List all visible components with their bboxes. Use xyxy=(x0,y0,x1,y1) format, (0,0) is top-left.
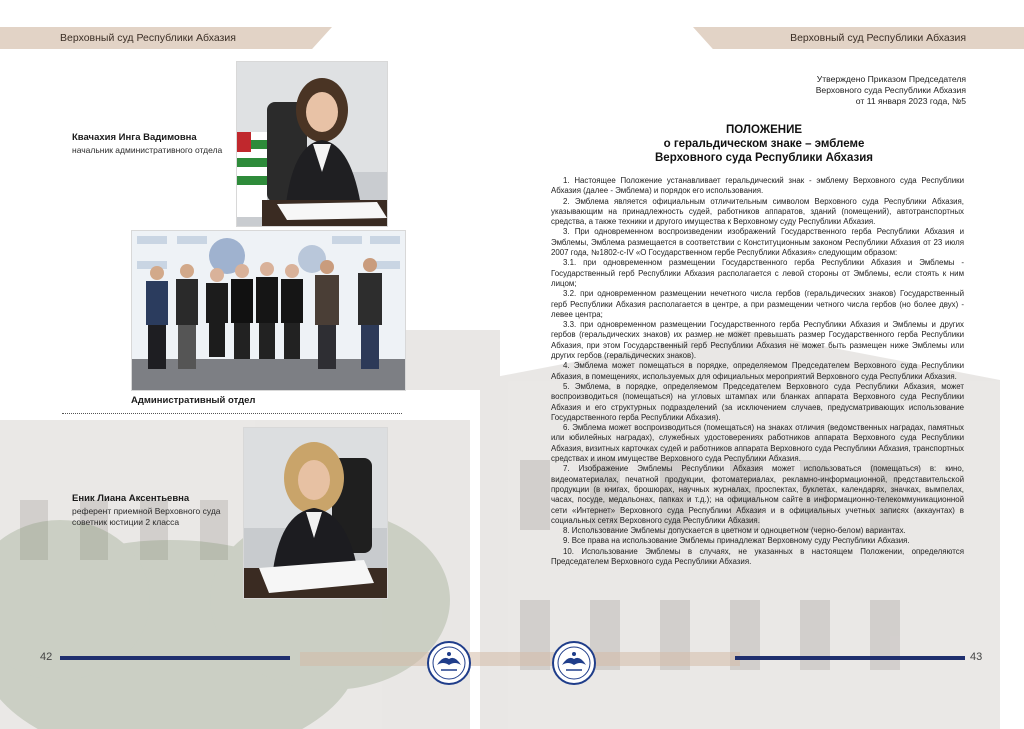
page-number-right: 43 xyxy=(970,651,983,663)
person2-role-line1: референт приемной Верховного суда xyxy=(72,506,221,516)
footer-line-left xyxy=(60,656,290,660)
page-number-left: 42 xyxy=(40,651,53,663)
paragraph: 5. Эмблема, в порядке, определяемом Председателем Верховного суда Республики Абхазия, может воспроизводиться (помещаться) на угловых штампах или бланках аппарата Верховного суда Республики Абхазия и его структурных подразделений (за исключением случаев, предусматривающих использование Государственного герба Республики Абхазия). xyxy=(551,381,964,422)
paragraph: 7. Изображение Эмблемы Республики Абхазия может использоваться (помещаться) в: кино, видеоматериалах, печатной продукции, фотоматериалах, рекламно-информационной, представительской продукции (в книгах, брошюрах, научных журналах, проспектах, буклетах, календарях, значках, вымпелах, часах, посуде, медальонах, папках и т.д.); на официальном сайте в информационно-телекоммуникационной сети «Интернет» Верховного суда Республики Абхазия и в официальных учетных записях (аккаунтах) в социальных сетях Верховного суда Республики Абхазия. xyxy=(551,464,964,525)
document-title-line-3: Верховного суда Республики Абхазия xyxy=(655,152,873,164)
footer-band xyxy=(300,652,740,666)
paragraph: 1. Настоящее Положение устанавливает геральдический знак - эмблему Верховного суда Республики Абхазия (далее - Эмблема) и порядок его использования. xyxy=(551,176,964,196)
paragraph: 6. Эмблема может воспроизводиться (помещаться) на знаках отличия (ведомственных наградах, памятных или юбилейных наградах), служебных удостоверениях работников аппарата Верховного суда Республики Абхазия, визитных карточках судей и работников аппарата Верховного суда Республики Абхазия, транспортных средствах и ином имуществе Верховного суда Республики Абхазия. xyxy=(551,423,964,464)
person2-role-line2: советник юстиции 2 класса xyxy=(72,517,180,527)
group-photo-caption: Административный отдел xyxy=(131,395,256,406)
court-emblem-icon xyxy=(552,641,596,685)
paragraph: 8. Использование Эмблемы допускается в цветном и одноцветном (черно-белом) вариантах. xyxy=(563,526,906,536)
paragraph: 3.3. при одновременном размещении Государственного герба Республики Абхазия и Эмблемы и других гербов (геральдических знаков) их размер не может превышать размер Государственного герба Республики Абхазия, при этом Государственный герб Республики Абхазия не может быть размещен ниже Эмблемы или других гербов (геральдических знаков). xyxy=(551,320,964,361)
approval-line-1: Утверждено Приказом Председателя xyxy=(816,74,966,84)
document-title-line-2: о геральдическом знаке – эмблеме xyxy=(663,138,865,150)
paragraph: 3.1. при одновременном размещении Государственного герба Республики Абхазия и Эмблемы - Государственный герб Республики Абхазия располагается с левой стороны от Эмблемы, если стоять к ним лицом; xyxy=(551,258,964,288)
document-title xyxy=(564,123,964,165)
paragraph: 4. Эмблема может помещаться в порядке, определяемом Председателем Верховного суда Республики Абхазия, в помещениях, используемых для официальных мероприятий Верховного суда Республики Абхазия. xyxy=(551,361,964,381)
portrait-photo-reception-referent xyxy=(243,427,388,599)
document-title-line-1: ПОЛОЖЕНИЕ xyxy=(725,124,803,136)
court-emblem-icon xyxy=(427,641,471,685)
person1-role: начальник административного отдела xyxy=(72,145,223,155)
approval-line-3: от 11 января 2023 года, №5 xyxy=(855,96,966,106)
group-photo-administrative-department xyxy=(131,230,406,391)
paragraph: 3. При одновременном воспроизведении изображений Государственного герба Республики Абхазия и Эмблемы, Эмблема размещается в соответствии с Конституционным законом Республики Абхазия от 23 июля 2007 года, №1802-с-IV «О Государственном гербе Республики Абхазия» следующим образом: xyxy=(551,227,964,258)
paragraph: 10. Использование Эмблемы в случаях, не указанных в настоящем Положении, определяются Председателем Верховного суда Республики Абхазия. xyxy=(551,546,964,566)
paragraph: 3.2. при одновременном размещении нечетного числа гербов (геральдических знаков) Государственный герб Республики Абхазия располагается в центре, а при размещении четного числа гербов (но более двух) - левее центра; xyxy=(551,289,964,319)
regulation-body xyxy=(551,176,964,567)
dotted-divider xyxy=(62,413,402,414)
approval-note xyxy=(816,74,966,107)
paragraph: 9. Все права на использование Эмблемы принадлежат Верховному суду Республики Абхазия. xyxy=(563,536,910,546)
paragraph: 2. Эмблема является официальным отличительным символом Верховного суда Республики Абхазия, указывающим на принадлежность судей, работников аппаратов, зданий (помещений), автотранспортных средства, а также техники и другого имущества к Верховному суду Республики Абхазия. xyxy=(551,196,964,227)
footer-line-right xyxy=(735,656,965,660)
approval-line-2: Верховного суда Республики Абхазия xyxy=(815,85,966,95)
person2-name: Еник Лиана Аксентьевна xyxy=(72,493,190,504)
header-title-left: Верховный суд Республики Абхазия xyxy=(60,32,236,44)
person1-name: Квачахия Инга Вадимовна xyxy=(72,132,197,143)
portrait-photo-head-of-department xyxy=(236,61,388,227)
header-title-right: Верховный суд Республики Абхазия xyxy=(790,32,966,44)
